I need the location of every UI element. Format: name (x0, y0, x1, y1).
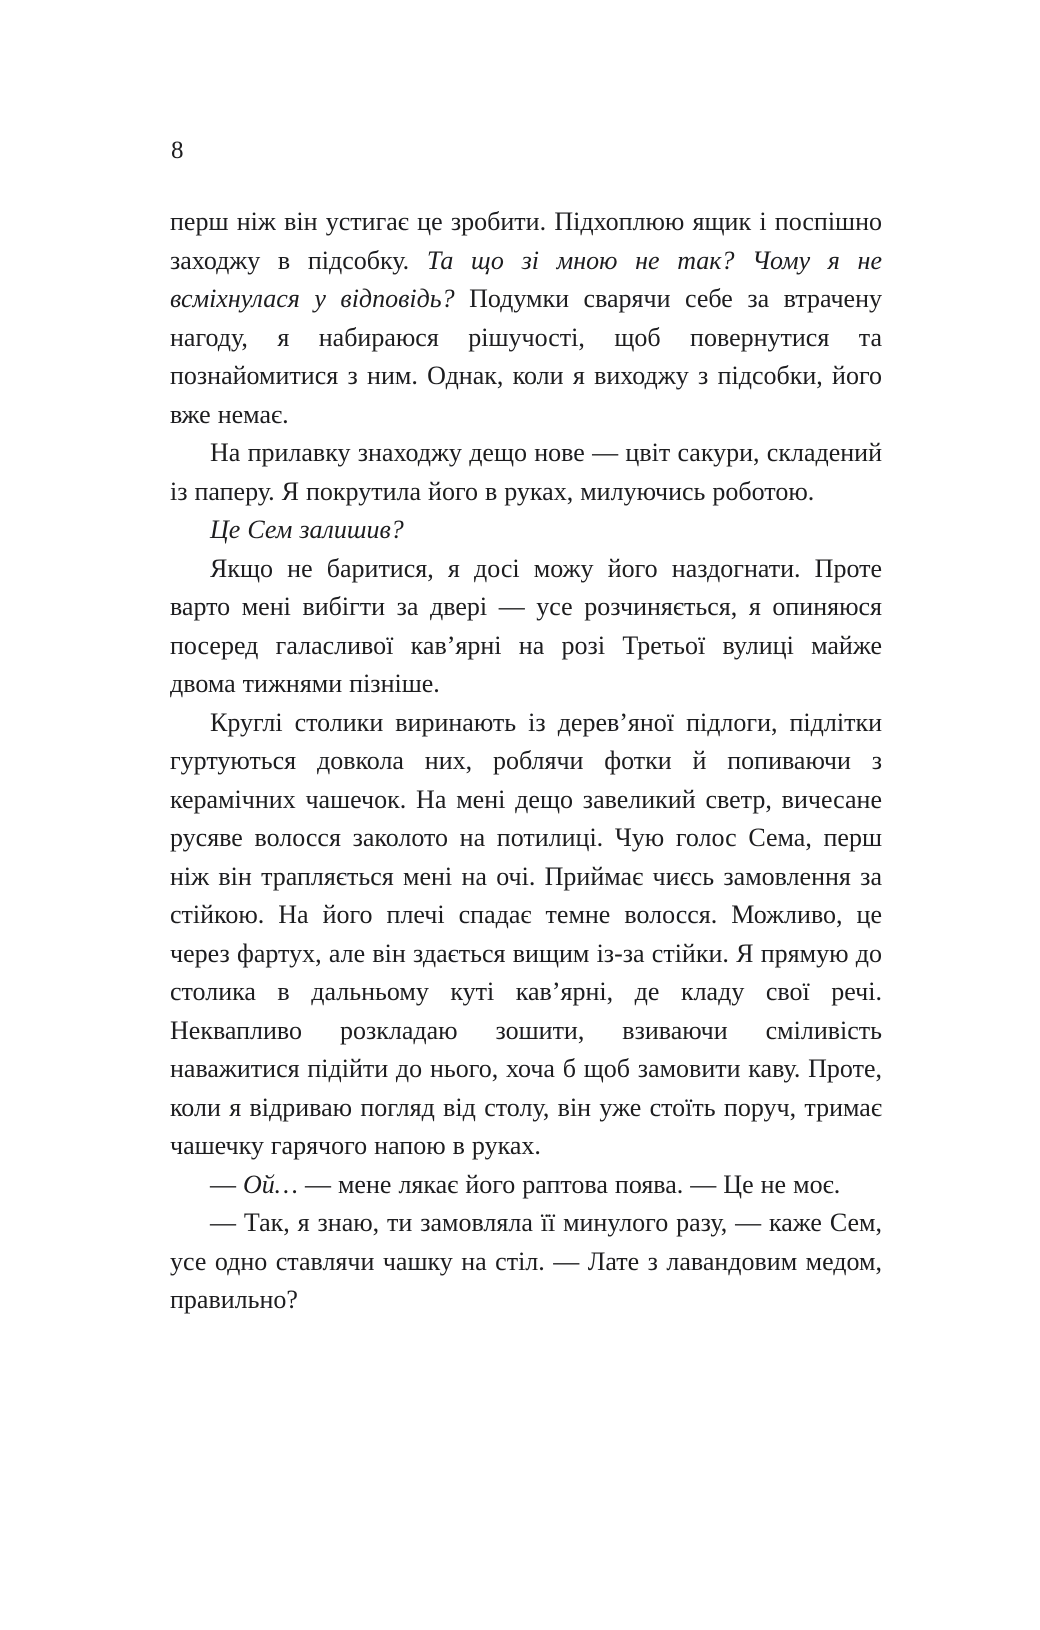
paragraph (170, 550, 882, 704)
paragraph (170, 1204, 882, 1320)
paragraph (170, 434, 882, 511)
text-segment: Круглі столики виринають із дерев’яної підлоги, підлітки гуртуються довкола них, роблячи фотки й попиваючи з керамічних чашечок. На мені дещо завеликий светр, вичесане русяве волосся заколото на потилиці. Чую голос Сема, перш ніж він трапляється мені на очі. Приймає чиєсь замовлення за стійкою. На його плечі спадає темне волосся. Можливо, це через фартух, але він здається вищим із-за стійки. Я прямую до столика в дальньому куті кав’ярні, де кладу свої речі. Неквапливо розкладаю зошити, взиваючи сміливість наважитися підійти до нього, хоча б щоб замовити каву. Проте, коли я відриваю погляд від столу, він уже стоїть поруч, тримає чашечку гарячого напою в руках. (170, 707, 882, 1160)
text-segment: Ой… (243, 1169, 298, 1199)
text-segment: Це Сем залишив? (210, 515, 404, 544)
text-segment: перш ніж він устигає це зробити. Підхоплюю ящик і поспішно заходжу в підсобку. (170, 207, 882, 275)
text-segment: На прилавку знаходжу дещо нове — цвіт сакури, складений із паперу. Я покрутила його в руках, милуючись роботою. (170, 438, 882, 506)
text-segment: — мене лякає його раптова поява. — Це не моє. (297, 1169, 841, 1199)
paragraph (170, 1166, 882, 1205)
text-segment: — Так, я знаю, ти замовляла її минулого разу, — каже Сем, усе одно ставлячи чашку на стіл. — Лате з лавандовим медом, правильно? (170, 1208, 882, 1314)
text-block (170, 203, 882, 1320)
text-segment: Подумки сварячи себе за втрачену нагоду, я набираюся рішучості, щоб повернутися та познайомитися з ним. Однак, коли я виходжу з підсобки, його вже немає. (170, 284, 882, 429)
paragraph (170, 704, 882, 1166)
text-segment: — (210, 1169, 244, 1199)
text-segment: Якщо не баритися, я досі можу його наздогнати. Проте варто мені вибігти за двері — усе розчиняється, я опиняюся посеред галасливої кав’ярні на розі Третьої вулиці майже двома тижнями пізніше. (170, 553, 882, 698)
paragraph (170, 511, 882, 550)
page-number: 8 (171, 137, 184, 164)
paragraph (170, 203, 882, 434)
text-segment: Та що зі мною не так? Чому я не всміхнулася у відповідь? (170, 245, 882, 313)
